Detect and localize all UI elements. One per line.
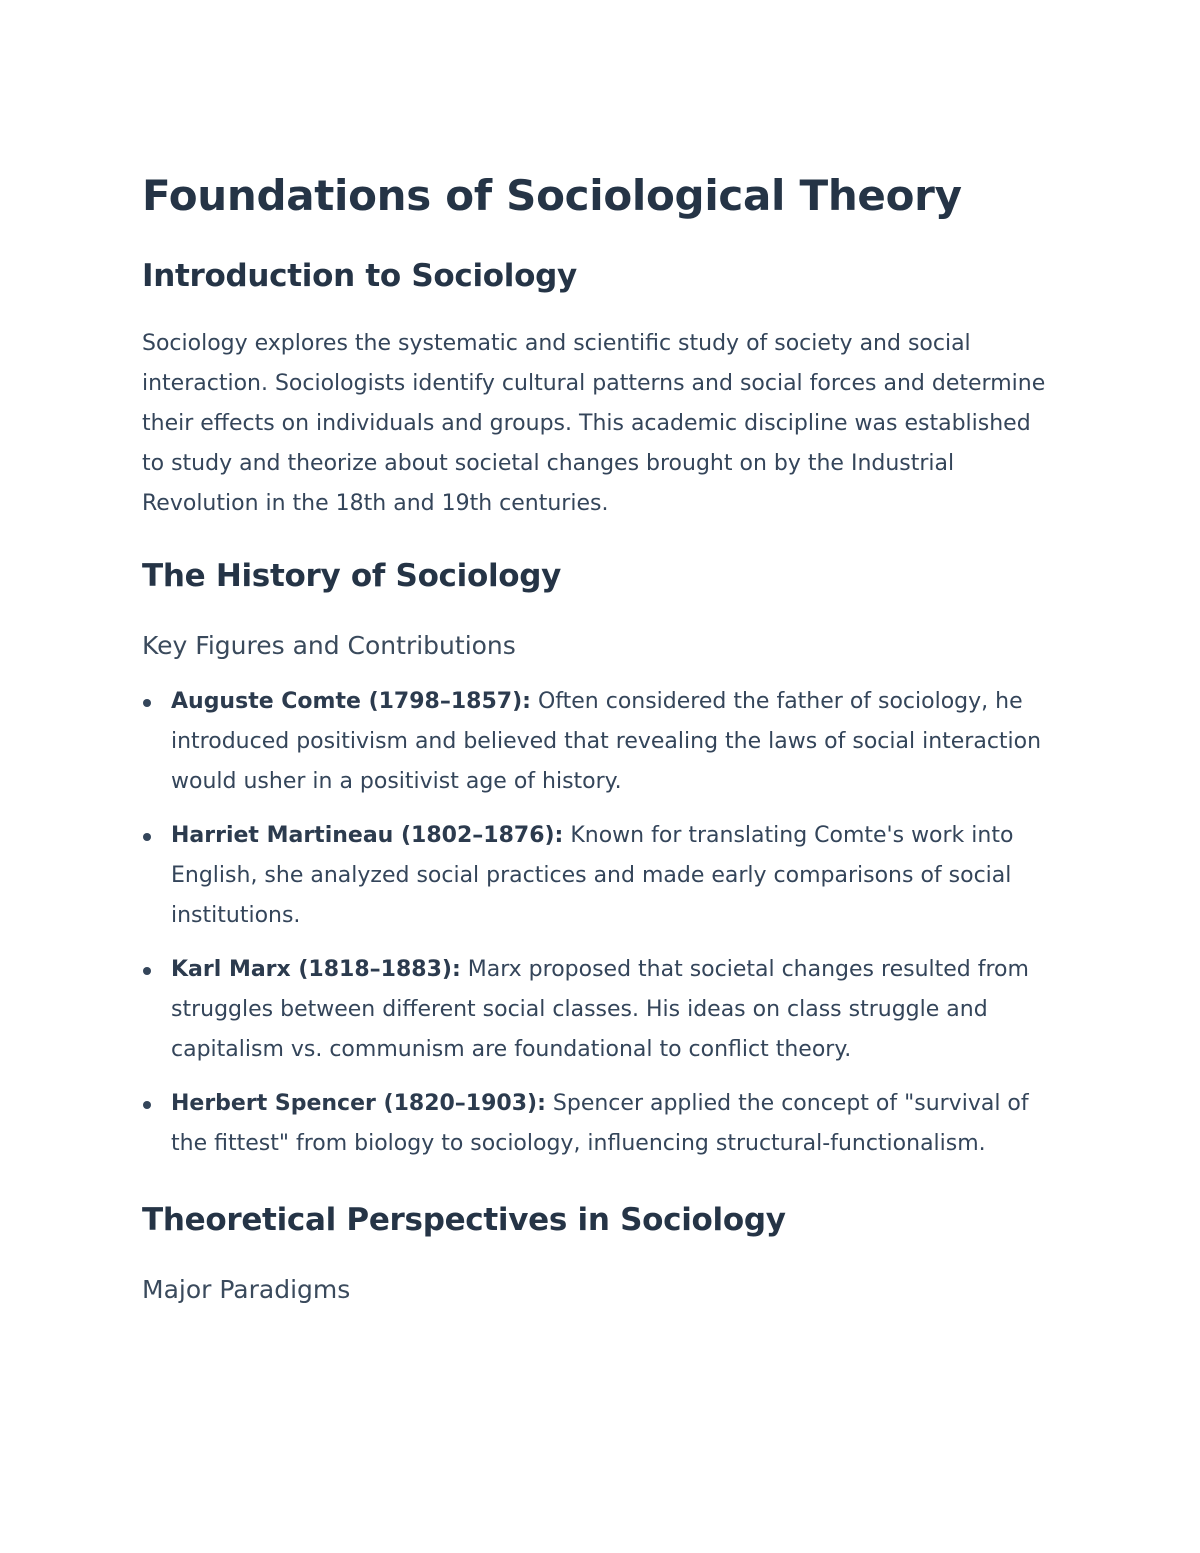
subheading-major-paradigms: Major Paradigms <box>142 1275 351 1304</box>
bullet-icon <box>143 1101 151 1109</box>
document-title: Foundations of Sociological Theory <box>142 171 962 220</box>
bullet-icon <box>143 967 151 975</box>
bullet-icon <box>143 833 151 841</box>
subheading-key-figures: Key Figures and Contributions <box>142 631 516 660</box>
figure-description: Marx proposed that societal changes resulted from struggles between different social classes. His ideas on class struggle and capitalism vs. communism are foundational to conflict theory. <box>171 957 1029 1062</box>
figure-name: Harriet Martineau (1802–1876): <box>171 823 564 848</box>
key-figures-list <box>142 682 1052 1164</box>
figure-name: Herbert Spencer (1820–1903): <box>171 1091 546 1116</box>
section-heading-theoretical-perspectives: Theoretical Perspectives in Sociology <box>142 1202 786 1238</box>
list-item <box>142 816 1052 936</box>
list-item <box>142 1084 1052 1164</box>
section-heading-introduction: Introduction to Sociology <box>142 258 577 294</box>
section-heading-history: The History of Sociology <box>142 558 562 594</box>
list-item <box>142 682 1052 802</box>
figure-description: Spencer applied the concept of "survival of the fittest" from biology to sociology, influencing structural-functionalism. <box>171 1091 1029 1156</box>
bullet-icon <box>143 699 151 707</box>
document-page <box>142 168 1052 1308</box>
figure-description: Known for translating Comte's work into English, she analyzed social practices and made early comparisons of social institutions. <box>171 823 1014 928</box>
intro-paragraph: Sociology explores the systematic and scientific study of society and social interaction. Sociologists identify cultural patterns and social forces and determine their effects on individuals and groups. This academic discipline was established to study and theorize about societal changes brought on by the Industrial Revolution in the 18th and 19th centuries. <box>142 331 1046 516</box>
figure-name: Auguste Comte (1798–1857): <box>171 689 531 714</box>
list-item <box>142 950 1052 1070</box>
figure-name: Karl Marx (1818–1883): <box>171 957 461 982</box>
figure-description: Often considered the father of sociology, he introduced positivism and believed that revealing the laws of social interaction would usher in a positivist age of history. <box>171 689 1042 794</box>
